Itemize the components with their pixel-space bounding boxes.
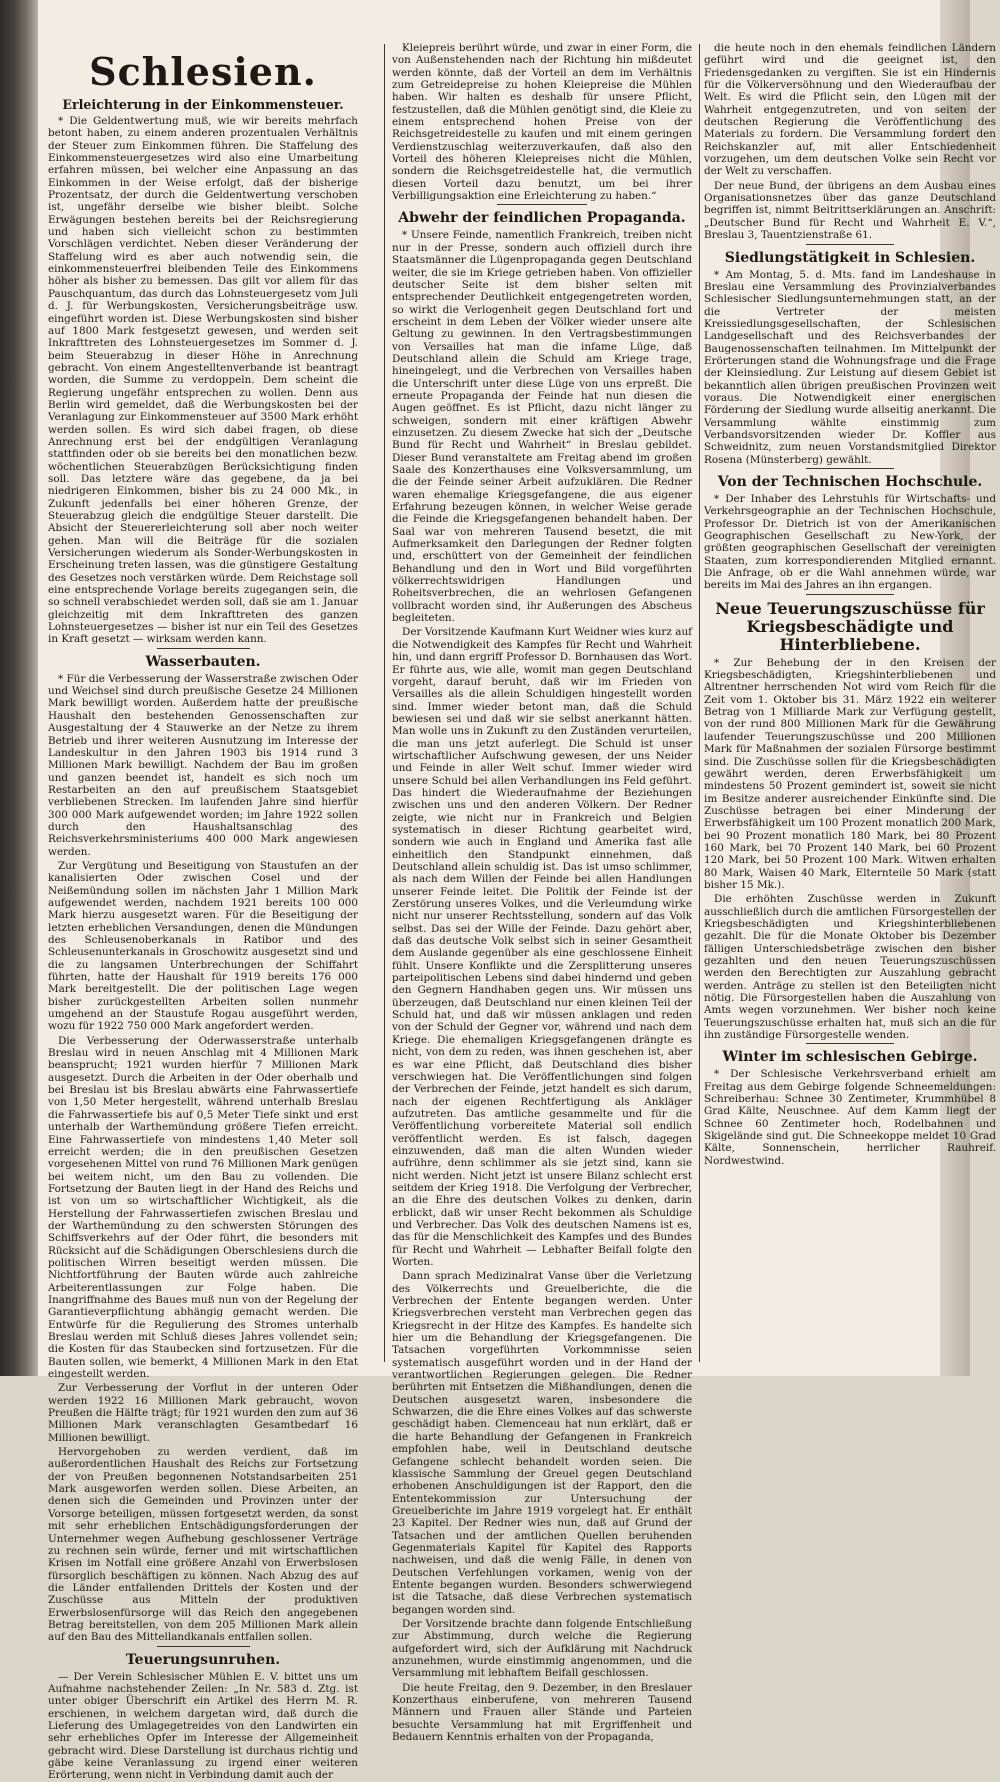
column-rule [699,44,700,1362]
separator [806,594,894,595]
separator [157,1646,250,1647]
article-paragraph: * Zur Behebung der in den Kreisen der Kriegsbeschädigten, Kriegshinterbliebenen und Altrentner herrschenden Not wird vom Reich für die Zeit vom 1. Oktober bis 31. März 1922 ein weiterer Betrag von 1 Milliarde Mark zur Verfügung gestellt, von der rund 800 Millionen Mark für die Gewährung laufender Teuerungszuschüsse und 200 Millionen Mark für Maßnahmen der sozialen Fürsorge bestimmt sind. Die Zuschüsse sollen für die Kriegsbeschädigten gewährt werden, deren Erwerbsfähigkeit um mindestens 50 Prozent gemindert ist, soweit sie nicht im Besitze anderer ausreichender Einkünfte sind. Die Zuschüsse betragen bei einer Minderung der Erwerbsfähigkeit um 100 Prozent monatlich 200 Mark, bei 90 Prozent monatlich 180 Mark, bei 80 Prozent 160 Mark, bei 70 Prozent 140 Mark, bei 60 Prozent 120 Mark, bei 50 Prozent 100 Mark. Witwen erhalten 80 Mark, Waisen 40 Mark, Elternteile 50 Mark (statt bisher 15 Mk.). [704,656,996,891]
article-paragraph: * Die Geldentwertung muß, wie wir bereits mehrfach betont haben, zu einem anderen prozentualen Verhältnis der Steuer zum Einkommen führen. Die Staffelung des Einkommensteuergesetzes wird also eine Umarbeitung erfahren müssen, bei welcher eine Anpassung an das Einkommen in der Weise erfolgt, daß der bisherige Prozentsatz, der durch die Geldentwertung verschoben ist, ungefähr derselbe wie bisher bleibt. Solche Erwägungen bestehen bereits bei der Reichsregierung und haben sich vielleicht schon zu bestimmten Vorschlägen verdichtet. Neben dieser Veränderung der Staffelung wird es aber auch notwendig sein, die einkommensteuerfrei bleibenden Teile des Einkommens höher als bisher zu bemessen. Das gilt vor allem für das Pauschquantum, das durch das Lohnsteuergesetz vom Juli d. J. für Werbungskosten, Versicherungsbeiträge usw. eingeführt worden ist. Diese Werbungskosten sind bisher auf 1800 Mark festgesetzt gewesen, und werden seit Inkrafttreten des Lohnsteuergesetzes im Sommer d. J. beim Steuerabzug in dieser Höhe in Anrechnung gebracht. Von einem Angestelltenverbande ist beantragt worden, die Summe zu verdoppeln. Dem scheint die Regierung ungefähr entsprechen zu wollen. Denn aus Berlin wird gemeldet, daß die Werbungskosten bei der Veranlagung zur Einkommensteuer auf 3500 Mark erhöht werden sollen. Es wird sich dabei fragen, ob diese Anrechnung erst bei der endgültigen Veranlagung stattfinden oder ob sie bereits bei den monatlichen bezw. wöchentlichen Steuerabzügen Berücksichtigung finden soll. Das letztere wäre das gegebene, da ja bei niedrigeren Einkommen, bisher bis zu 24 000 Mk., in Zukunft jedenfalls bei einer höheren Grenze, der Steuerabzug gleich die endgültige Steuer darstellt. Die Absicht der Steuererleichterung soll aber noch weiter gehen. Man will die Beiträge für die sozialen Versicherungen wiederum als Sonder-Werbungskosten in Erscheinung treten lassen, was die günstigere Gestaltung des Gesetzes noch verstärken würde. Dem Reichstage soll eine entsprechende Vorlage bereits zugegangen sein, die so schnell verabschiedet werden soll, daß sie am 1. Januar gleichzeitig mit dem Inkrafttreten des ganzen Lohnsteuergesetzes — bisher ist nur ein Teil des Gesetzes in Kraft gesetzt — wirksam werden kann. [48,115,358,646]
headline-wasserbauten: Wasserbauten. [145,653,261,670]
article-paragraph: Die heute Freitag, den 9. Dezember, in den Breslauer Konzerthaus einberufene, von mehreren Tausend Männern und Frauen aller Stände und Parteien besuchte Versammlung hat mit Ergriffenheit und Bedauern Kenntnis erhalten von der Propaganda, [392,1681,692,1744]
headline-teuerungszuschuesse: Neue Teuerungszuschüsse für Kriegsbeschädigte und Hinterbliebene. [715,598,985,654]
separator [497,204,587,205]
section-title: Schlesien. [89,49,317,94]
column-2 [392,42,692,1744]
article-paragraph: * Am Montag, 5. d. Mts. fand im Landeshause in Breslau eine Versammlung des Provinzialverbandes Schlesischer Siedlungsunternehmungen statt, an der die Vertreter der meisten Kreissiedlungsgesellschaften, der Schlesischen Landgesellschaft und des Reichsverbandes der Baugenossenschaften teilnahmen. Im Mittelpunkt der Erörterungen stand die Wohnungsfrage und die Frage der Kleinsiedlung. Zur Leistung auf diesem Gebiet ist bekanntlich allen übrigen preußischen Provinzen weit voraus. Die Notwendigkeit einer energischen Förderung der Siedlung wurde allseitig anerkannt. Die Versammlung wählte einstimmig zum Verbandsvorsitzenden wieder Dr. Koffler aus Schweidnitz, zum neuen Vorstandsmitglied Direktor Rosena (Münsterberg) gewählt. [704,268,996,466]
headline-winter: Winter im schlesischen Gebirge. [722,1049,978,1066]
headline-siedlung: Siedlungstätigkeit in Schlesien. [724,249,976,266]
book-binding [0,0,38,1376]
article-paragraph: — Der Verein Schlesischer Mühlen E. V. bittet uns um Aufnahme nachstehender Zeilen: „In Nr. 583 d. Ztg. ist unter obiger Überschrift ein Artikel des Herrn M. R. erschienen, in welchem dargetan wird, daß durch die Lieferung des Umlagegetreides von den Landwirten ein sehr erhebliches Opfer im Interesse der Allgemeinheit gebracht wird. Diese Darstellung ist durchaus richtig und gäbe keine Veranlassung zu irgend einer weiteren Erörterung, wenn nicht in Verbindung damit auch der [48,1670,358,1782]
article-paragraph: * Für die Verbesserung der Wasserstraße zwischen Oder und Weichsel sind durch preußische Gesetze 24 Millionen Mark bewilligt worden. Außerdem hatte der preußische Haushalt den bestehenden Genossenschaften zur Ausgestaltung der 4 Stauwerke an der Netze zu ihrem Betrieb und ihrer weiteren Ausnutzung im Interesse der Landeskultur in den Jahren 1903 bis 1914 rund 3 Millionen Mark bewilligt. Nachdem der Bau im großen und ganzen beendet ist, handelt es sich noch um Restarbeiten an den auf preußischem Staatsgebiet verbliebenen Strecken. Im laufenden Jahre sind hierfür 300 000 Mark aufgewendet worden; im Jahre 1922 sollen durch den Haushaltsanschlag des Reichsverkehrsministeriums 400 000 Mark angewiesen werden. [48,672,358,858]
article-paragraph: Dann sprach Medizinalrat Vanse über die Verletzung des Völkerrechts und Greuelberichte, die die Verbrechen der Entente begangen werden. Unter Kriegsverbrechen versteht man Verbrechen gegen das Kriegsrecht in der Hitze des Kampfes. Es handelte sich hier um die Behandlung der Kriegsgefangenen. Die Tatsachen vorgeführten Vorkommnisse seien systematisch ausgeführt worden und in der Hand der verantwortlichen Regierungen gelegen. Die Redner berührten mit Entsetzen die Mißhandlungen, denen die Deutschen ausgesetzt waren, insbesondere die Schwarzen, die die Ehre eines Volkes auf das schwerste geschädigt haben. Clemenceau hat nun erklärt, daß er die harte Behandlung der Gefangenen in Frankreich empfohlen habe, weil in Deutschland deutsche Gefangene schlecht behandelt worden seien. Die klassische Sammlung der Greuel gegen Deutschland erhobenen Anschuldigungen ist der Rapport, den die Ententekommission zur Untersuchung der Greuelberichte im Jahre 1919 vorgelegt hat. Er enthält 23 Kapitel. Der Redner wies nun, daß auf Grund der Tatsachen und der amtlichen Quellen beruhenden Gegenmaterials Kapitel für Kapitel des Rapports nachweisen, und daß die wenig Fälle, in denen von Deutschen Verfehlungen vorkamen, wenig von der Entente begangen wurden. Besonders schwerwiegend ist die Tatsache, daß diese Verbrechen systematisch begangen worden sind. [392,1270,692,1616]
article-paragraph: Zur Verbesserung der Vorflut in der unteren Oder werden 1922 16 Millionen Mark gebraucht, wovon Preußen die Hälfte trägt; für 1921 wurden den zum auf 36 Millionen Mark veranschlagten Gesamtbedarf 16 Millionen bewilligt. [48,1382,358,1444]
headline-propaganda: Abwehr der feindlichen Propaganda. [398,210,686,227]
article-paragraph: Die erhöhten Zuschüsse werden in Zukunft ausschließlich durch die amtlichen Fürsorgestellen der Kriegsbeschädigten und Kriegshinterbliebenen gezahlt. Die für die Monate Oktober bis Dezember fälligen Unterschiedsbeträge zwischen den bisher gezahlten und den neuen Teuerungszuschüssen werden den Berechtigten zur Auszahlung gebracht werden. Anträge zu stellen ist den Beteiligten nicht nötig. Die Fürsorgestellen haben die Auszahlung von Amts wegen vorzunehmen. Wer bisher noch keine Teuerungszuschüsse erhalten hat, muß sich an die für ihn zuständige Fürsorgestelle wenden. [704,893,996,1042]
article-paragraph: * Unsere Feinde, namentlich Frankreich, treiben nicht nur in der Presse, sondern auch offiziell durch ihre Staatsmänner die Lügenpropaganda gegen Deutschland weiter, die sie im Kriege getrieben haben. Von offizieller deutscher Seite ist dem bisher selten mit entsprechender Deutlichkeit entgegengetreten worden, so wirkt die Verlogenheit gegen Deutschland fort und erscheint in dem Leben der Völker wieder unsere alte Geltung zu gewinnen. In den Vertragsbestimmungen von Versailles hat man die infame Lüge, daß Deutschland allein die Schuld am Kriege trage, hineingelegt, und die Verbrechen von Versailles haben die Unterschrift unter diese Lüge von uns erpreßt. Die erneute Propaganda der Feinde hat nun diesen die Augen geöffnet. Es ist Pflicht, dazu nicht länger zu schweigen, sondern mit einer kräftigen Abwehr einzusetzen. Zu diesem Zwecke hat sich der „Deutsche Bund für Recht und Wahrheit“ in Breslau gebildet. Dieser Bund veranstaltete am Freitag abend im großen Saale des Konzerthauses eine Volksversammlung, um die der Feinde seiner Arbeit aufzuklären. Die Redner waren ehemalige Kriegsgefangene, die aus eigener Erfahrung bezeugen können, in welcher Weise gerade die Feinde die Kriegsgefangenen behandelt haben. Der Saal war von mehreren Tausend besetzt, die mit Aufmerksamkeit den Darlegungen der Redner folgten und, erschüttert von der Gemeinheit der feindlichen Behandlung und den in Wort und Bild vorgeführten völkerrechtswidrigen Handlungen und Roheitsverbrechen, die an wehrlosen Gefangenen vollbracht worden sind, ihr Außerungen des Abscheus begleiteten. [392,229,692,625]
column-1 [48,42,358,1782]
newspaper-page [38,0,996,1782]
headline-einkommensteuer: Erleichterung in der Einkommensteuer. [62,97,344,112]
article-paragraph: Kleiepreis berührt würde, und zwar in einer Form, die von Außenstehenden nach der Richtung hin mißdeutet werden könnte, daß der Vorteil an dem im Verhältnis zum Getreidepreise zu hohen Kleiepreise die Mühlen haben. Wir halten es deshalb für unsere Pflicht, festzustellen, daß die Mühlen genötigt sind, die Kleie zu einem entsprechend hohen Preise von der Reichsgetreidestelle zu kaufen und mit einem geringen Verdienstzuschlag weiterzuverkaufen, daß also den Vorteil des höheren Kleiepreises nicht die Mühlen, sondern die Reichsgetreidestelle hat, die vermutlich diesen Vorteil dazu benutzt, um bei ihrer Verbilligungsaktion eine Erleichterung zu haben.“ [392,42,692,203]
article-paragraph: * Der Schlesische Verkehrsverband erhielt am Freitag aus dem Gebirge folgende Schneemeldungen: Schreiberhau: Schnee 30 Zentimeter, Krummhübel 8 Grad Kälte, Neuschnee. Auf dem Kamm liegt der Schnee 60 Zentimeter hoch, Rodelbahnen und Skigelände sind gut. Die Schneekoppe meldet 10 Grad Kälte, Sonnenschein, herrlicher Rauhreif. Nordwestwind. [704,1068,996,1167]
separator [157,648,250,649]
separator [806,468,894,469]
column-3 [704,42,996,1362]
column-rule [384,44,385,1362]
article-paragraph: Hervorgehoben zu werden verdient, daß im außerordentlichen Haushalt des Reichs zur Fortsetzung der von Preußen begonnenen Notstandsarbeiten 251 Mark ausgeworfen werden sollen. Diese Arbeiten, an denen sich die Gemeinden und Provinzen unter der Vorsorge beteiligen, müssen fortgesetzt werden, da sonst mit sehr erheblichen Entschädigungsforderungen der Unternehmer wegen Aufhebung geschlossener Verträge zu rechnen sein würde, ferner und mit wirtschaftlichen Krisen im Notfall eine größere Anzahl von Erwerbslosen fürsorglich beschäftigen zu können. Nach Abzug des auf die Länder entfallenden Drittels der Kosten und der Zuschüsse aus Mitteln der produktiven Erwerbslosenfürsorge will das Reich den angegebenen Betrag bereitstellen, von dem 205 Millionen Mark allein auf den Bau des Mittellandkanals entfallen sollen. [48,1446,358,1644]
separator [806,244,894,245]
article-paragraph: * Der Inhaber des Lehrstuhls für Wirtschafts- und Verkehrsgeographie an der Technischen Hochschule, Professor Dr. Dietrich ist von der Amerikanischen Geographischen Gesellschaft zu New-York, der größten geographischen Gesellschaft der vereinigten Staaten, zum korrespondierenden Mitglied ernannt. Die Anfrage, ob er die Wahl annehmen würde, war bereits im Mai des Jahres an ihn ergangen. [704,493,996,592]
article-paragraph: Der neue Bund, der übrigens an dem Ausbau eines Organisationsnetzes über das ganze Deutschland begriffen ist, nimmt Beitrittserklärungen an. Anschrift: „Deutscher Bund für Recht und Wahrheit E. V.“, Breslau 3, Tauentzienstraße 61. [704,179,996,242]
article-paragraph: Zur Vergütung und Beseitigung von Staustufen an der kanalisierten Oder zwischen Cosel und der Neißemündung sollen im nächsten Jahr 1 Million Mark aufgewendet werden, nachdem 1921 bereits 100 000 Mark hierzu ausgesetzt waren. Für die Beseitigung der letzten erheblichen Versandungen, denen die Mündungen des Schleusenoberkanals in Ratibor und des Schleusenunterkanals in Groschowitz ausgesetzt sind und die zu langsamen Unterbrechungen der Schiffahrt führten, hatte der Haushalt für 1919 bereits 176 000 Mark bereitgestellt. Die der politischen Lage wegen bisher zurückgestellten Arbeiten sollen nunmehr umgehend an der Staustufe Rogau ausgeführt werden, wozu für 1922 750 000 Mark angefordert werden. [48,859,358,1033]
headline-teuerungsunruhen: Teuerungsunruhen. [125,1651,281,1668]
article-paragraph: Die Verbesserung der Oderwasserstraße unterhalb Breslau wird in neuen Anschlag mit 4 Millionen Mark beansprucht; 1921 wurden hierfür 7 Millionen Mark ausgesetzt. Durch die Arbeiten in der Oder oberhalb und bei Breslau ist bis Breslau abwärts eine Fahrwassertiefe von 1,50 Meter hergestellt, während unterhalb Breslau die Fahrwassertiefe bis auf 0,5 Meter Tiefe sinkt und erst unterhalb der Warthemündung größere Tiefen erreicht. Eine Fahrwassertiefe von mindestens 1,40 Meter soll erreicht werden; die in den preußischen Gesetzen vorgesehenen Mittel von rund 76 Millionen Mark genügen bei weitem nicht, um den Bau zu vollenden. Die Fortsetzung der Bauten liegt in der Hand des Reichs und ist von um so wirtschaftlicher Wichtigkeit, als die Herstellung der Fahrwassertiefen zwischen Breslau und der Warthemündung zu den schwersten Störungen des Schiffsverkehrs auf der Oder führt, die besonders mit Rücksicht auf die Schädigungen Oberschlesiens durch die politischen Wirren beseitigt werden müssen. Die Nichtfortführung der Bauten würde auch zahlreiche Arbeiterentlassungen zur Folge haben. Die Inangriffnahme des Baues muß nun von der Regelung der Garantieverpflichtung abhängig gemacht werden. Die Entwürfe für die Regulierung des Stromes unterhalb Breslau werden mit Schluß dieses Jahres vollendet sein; die Kosten für das Staubecken sind fortzusetzen. Für die Bauten sollen, wie bemerkt, 4 Millionen Mark in den Etat eingestellt werden. [48,1034,358,1381]
article-paragraph: Der Vorsitzende brachte dann folgende Entschließung zur Abstimmung, durch welche die Regierung aufgefordert wird, sich der Aufklärung mit Nachdruck anzunehmen, wurde einstimmig angenommen, und die Versammlung mit lebhaftem Beifall geschlossen. [392,1617,692,1680]
article-paragraph: die heute noch in den ehemals feindlichen Ländern geführt wird und die geeignet ist, den Friedensgedanken zu vergiften. Sie ist ein Hindernis für die Völkerversöhnung und den Wiederaufbau der Welt. Es wird die Pflicht sein, den Lügen mit der Wahrheit entgegenzutreten, und von seiten der deutschen Regierung die Veröffentlichung des Materials zu fordern. Die Versammlung fordert den Reichskanzler auf, mit aller Entschiedenheit vorzugehen, um dem deutschen Volke sein Recht vor der Welt zu verschaffen. [704,42,996,178]
separator [806,1043,894,1044]
headline-hochschule: Von der Technischen Hochschule. [717,474,983,490]
article-paragraph: Der Vorsitzende Kaufmann Kurt Weidner wies kurz auf die Notwendigkeit des Kampfes für Recht und Wahrheit hin, und dann ergriff Professor D. Bornhausen das Wort. Er führte aus, wie alle, womit man gegen Deutschland vorgeht, darauf beruht, daß wir im Frieden von Versailles als die allein Schuldigen hingestellt worden sind. Immer wieder betont man, daß die Schuld bewiesen sei und daß wir sie selbst anerkannt hätten. Man wolle uns in Zukunft zu den Zuständen verurteilen, die man uns jetzt auferlegt. Die Schuld ist unser wirtschaftlicher Aufschwung gewesen, der uns Neider und Feinde in aller Welt schuf. Immer wieder wird unsere Schuld bei allen Verhandlungen ins Feld geführt. Das hindert die Wiederaufnahme der Beziehungen zwischen uns und den anderen Völkern. Der Redner zeigte, wie nicht nur in Frankreich und Belgien systematisch in dieser Richtung gearbeitet wird, sondern wie auch in England und Amerika fast alle einheitlich den Standpunkt einnehmen, daß Deutschland allein schuldig ist. Das ist umso schlimmer, als nach dem Willen der Feinde bei allen Handlungen unserer Feinde leitet. Die Politik der Feinde ist der Zerstörung unseres Volkes, und die Verleumdung wirke nicht nur unserer Rechtsstellung, sondern auf das Volk selbst. Das sei der Wille der Feinde. Dazu gehört aber, daß das deutsche Volk selbst sich in seiner Gesamtheit dem Auslande gegenüber als eine geschlossene Einheit fühlt. Unsere Konflikte und die Zersplitterung unseres parteipolitischen Lebens sind dabei hindernd und geben den Gegnern Handhaben gegen uns. Wir müssen uns überzeugen, daß Deutschland nur einen kleinen Teil der Schuld hat, und daß wir müssen anklagen und reden von der Schuld der Gegner vor, während und nach dem Kriege. Die ehemaligen Kriegsgefangenen drängte es nicht, von dem zu reden, was ihnen geschehen ist, aber es war eine Pflicht, daß Deutschland dies bisher verschwiegen hat. Die Veröffentlichungen sind folgen der Verbrechen der Feinde, jetzt handelt es sich darum, nach der eigenen Rechtfertigung als Ankläger aufzutreten. Das amtliche gesammelte und für die Veröffentlichung vorbereitete Material soll endlich veröffentlicht werden. Es ist falsch, dagegen einzuwenden, daß man die alten Wunden wieder aufrühre, denn schlimmer als sie jetzt sind, kann sie nicht werden. Nicht jetzt ist unsere Bilanz schlecht erst seitdem der Krieg 1918. Die Verfolgung der Verbrecher, an die Ehre des deutschen Volkes zu denken, darin erblickt, daß wir unser Recht bekommen als Schuldige und Verbrecher. Das Volk des deutschen Namens ist es, das für die Menschlichkeit des Kampfes und des Bundes für Recht und Wahrheit — Lebhafter Beifall folgte den Worten. [392,626,692,1268]
